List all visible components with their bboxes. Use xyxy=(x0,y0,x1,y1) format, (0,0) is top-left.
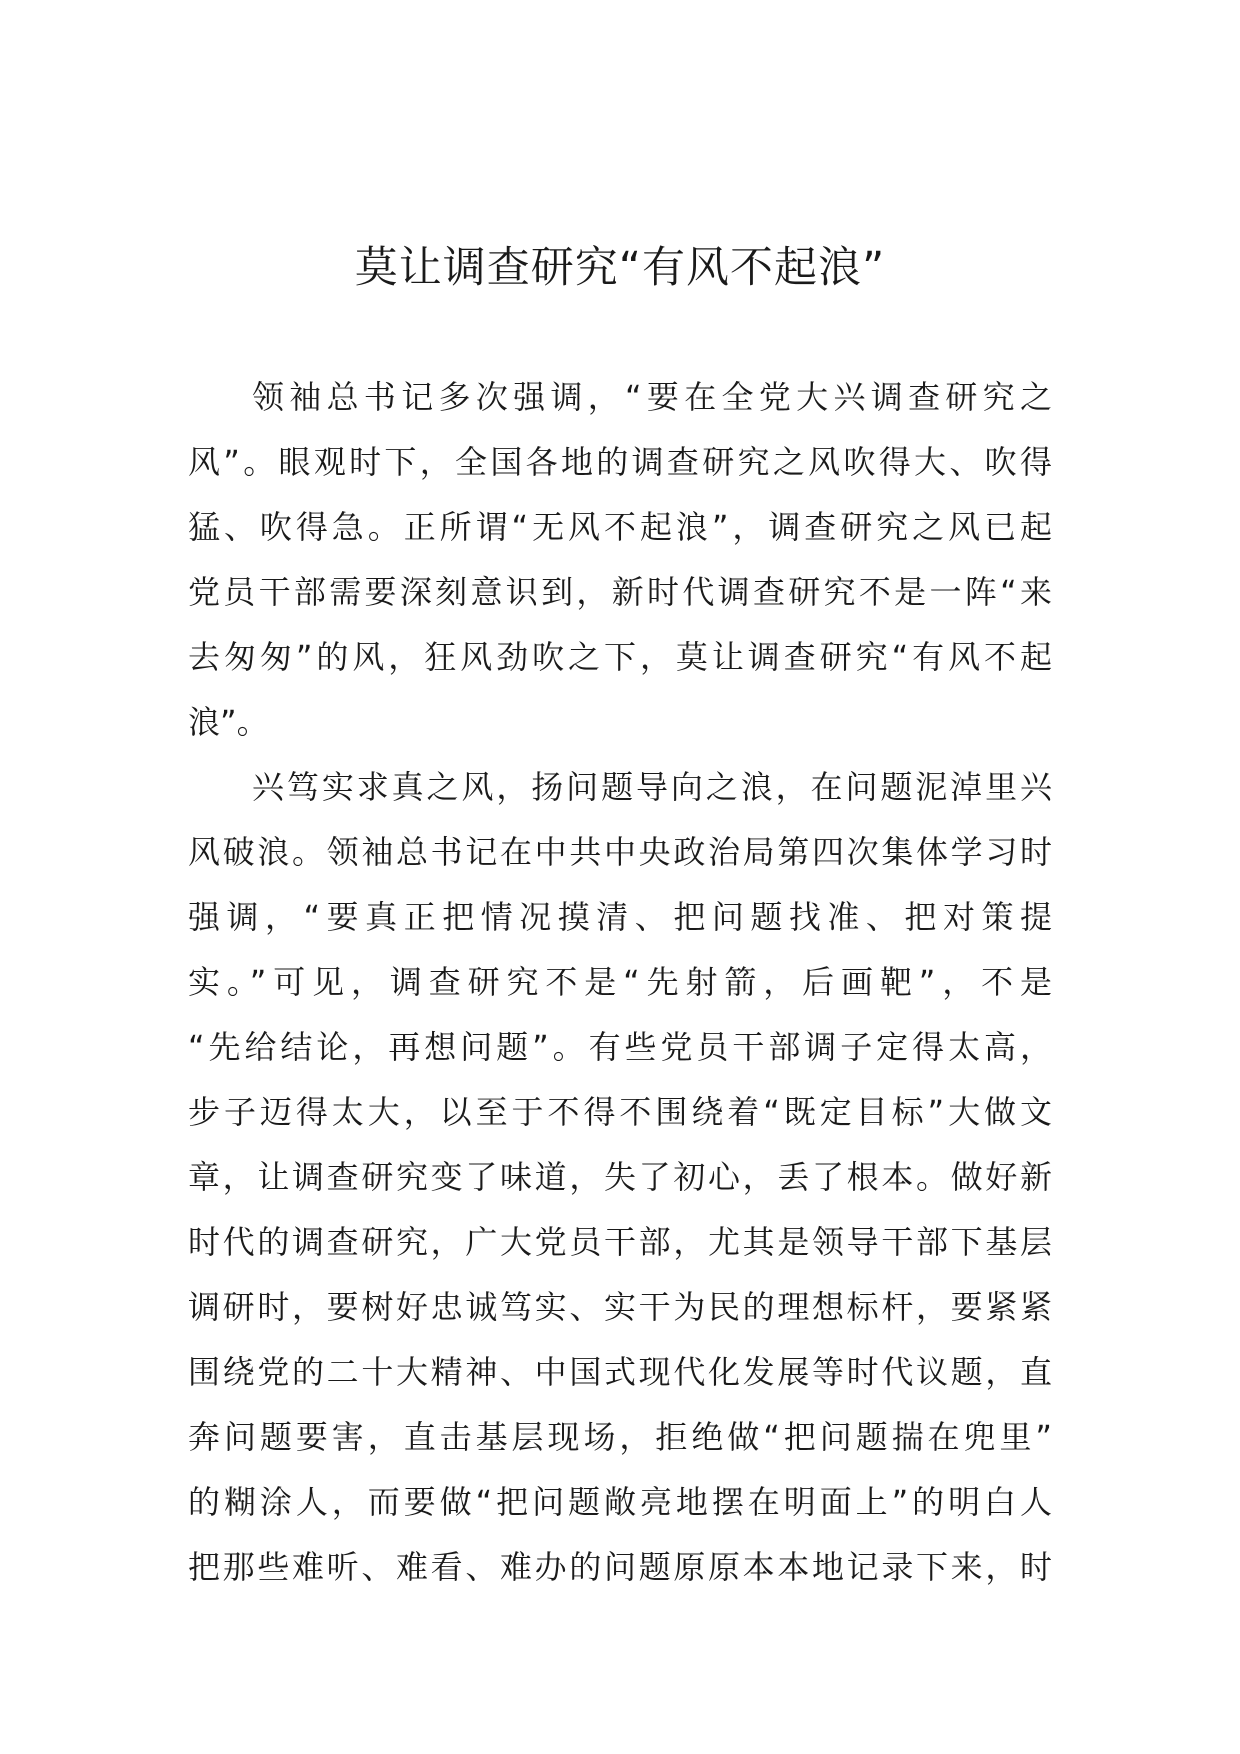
text-line: 围绕党的二十大精神、中国式现代化发展等时代议题，直 xyxy=(188,1353,1052,1391)
text-line: 风破浪。领袖总书记在中共中央政治局第四次集体学习时 xyxy=(188,833,1052,871)
text-line: 猛、吹得急。正所谓“无风不起浪”，调查研究之风已起 xyxy=(188,508,1052,546)
text-line: 时代的调查研究，广大党员干部，尤其是领导干部下基层 xyxy=(188,1223,1052,1261)
paragraph-2 xyxy=(188,755,1052,1600)
text-line: 强调，“要真正把情况摸清、把问题找准、把对策提 xyxy=(188,898,1052,936)
text-line: 调研时，要树好忠诚笃实、实干为民的理想标杆，要紧紧 xyxy=(188,1288,1052,1326)
paragraph-1 xyxy=(188,365,1052,755)
text-line: 把那些难听、难看、难办的问题原原本本地记录下来，时 xyxy=(188,1548,1052,1586)
text-line: 领袖总书记多次强调，“要在全党大兴调查研究之 xyxy=(252,378,1052,416)
text-line: 党员干部需要深刻意识到，新时代调查研究不是一阵“来 xyxy=(188,573,1052,611)
text-line: 风”。眼观时下，全国各地的调查研究之风吹得大、吹得 xyxy=(188,443,1052,481)
text-line: 浪”。 xyxy=(188,703,269,741)
text-line: 实。”可见，调查研究不是“先射箭，后画靶”，不是 xyxy=(188,963,1052,1001)
text-line: 章，让调查研究变了味道，失了初心，丢了根本。做好新 xyxy=(188,1158,1052,1196)
text-line: 去匆匆”的风，狂风劲吹之下，莫让调查研究“有风不起 xyxy=(188,638,1052,676)
text-line: 的糊涂人，而要做“把问题敞亮地摆在明面上”的明白人 xyxy=(188,1483,1052,1521)
document-body xyxy=(188,365,1052,1600)
document-title: 莫让调查研究“有风不起浪” xyxy=(354,243,886,293)
text-line: 奔问题要害，直击基层现场，拒绝做“把问题揣在兜里” xyxy=(188,1418,1052,1456)
text-line: “先给结论，再想问题”。有些党员干部调子定得太高， xyxy=(188,1028,1052,1066)
text-line: 步子迈得太大，以至于不得不围绕着“既定目标”大做文 xyxy=(188,1093,1052,1131)
text-line: 兴笃实求真之风，扬问题导向之浪，在问题泥淖里兴 xyxy=(252,768,1052,806)
